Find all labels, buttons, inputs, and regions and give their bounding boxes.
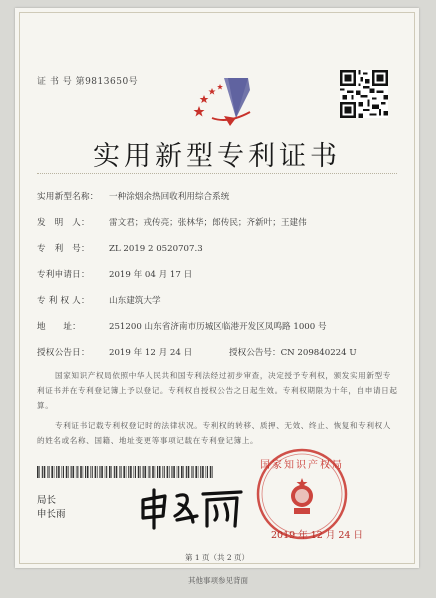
certificate-title: 实用新型专利证书 bbox=[93, 141, 341, 172]
field-value: 雷文君；戎传亮；张林华；郎传民；齐新叶；王建伟 bbox=[109, 218, 307, 228]
seal-date: 2019 年 12 月 24 日 bbox=[271, 530, 363, 541]
field-value: 2019 年 04 月 17 日 bbox=[109, 270, 193, 280]
footer-note: 其他事项参见背面 bbox=[188, 576, 248, 585]
field-value: CN 209840224 U bbox=[280, 348, 357, 358]
cnipa-logo-icon bbox=[190, 68, 262, 130]
seal-text: 国家知识产权局 bbox=[260, 460, 344, 471]
field-grant-date bbox=[37, 346, 192, 358]
field-label: 实用新型名称： bbox=[37, 192, 99, 202]
patent-certificate bbox=[15, 8, 419, 568]
page-number: 第 1 页（共 2 页） bbox=[184, 553, 250, 562]
field-label: 专利申请日： bbox=[37, 270, 90, 280]
field-value: 251200 山东省济南市历城区临港开发区凤鸣路 1000 号 bbox=[109, 322, 327, 332]
field-label: 专 利 权 人： bbox=[37, 296, 90, 306]
field-application-date bbox=[37, 268, 192, 280]
field-patentee bbox=[37, 294, 161, 306]
field-patent-number bbox=[37, 242, 203, 254]
field-label: 地 址： bbox=[37, 322, 81, 332]
field-value: 山东建筑大学 bbox=[109, 296, 161, 306]
director-signature bbox=[137, 486, 247, 530]
qr-code-icon bbox=[340, 70, 388, 118]
statement-paragraph-1: 国家知识产权局依照中华人民共和国专利法经过初步审查，决定授予专利权，颁发实用新型专利证书并在专利登记簿上予以登记。专利权自授权公告之日起生效。专利权期限为十年，自申请日起算。 bbox=[37, 371, 398, 410]
field-value: 一种涂烟余热回收利用综合系统 bbox=[109, 192, 230, 202]
field-grant-number bbox=[229, 346, 357, 358]
field-value: ZL 2019 2 0520707.3 bbox=[109, 244, 203, 254]
director-name: 申长雨 bbox=[37, 509, 66, 520]
field-inventors bbox=[37, 216, 307, 228]
field-label: 专 利 号： bbox=[37, 244, 90, 254]
director-label: 局长 bbox=[37, 495, 57, 506]
statement-paragraph-2: 专利证书记载专利权登记时的法律状况。专利权的转移、质押、无效、终止、恢复和专利权人的姓名或名称、国籍、地址变更等事项记载在专利登记簿上。 bbox=[37, 421, 391, 445]
field-label: 授权公告日： bbox=[37, 348, 90, 358]
field-value: 2019 年 12 月 24 日 bbox=[109, 348, 193, 358]
field-address bbox=[37, 320, 327, 332]
field-label: 发 明 人： bbox=[37, 218, 90, 228]
field-label: 授权公告号： bbox=[229, 348, 281, 358]
divider bbox=[37, 173, 397, 174]
field-utility-model-name bbox=[37, 190, 229, 202]
certificate-number: 证 书 号 第9813650号 bbox=[37, 77, 139, 87]
barcode-icon bbox=[37, 466, 215, 478]
